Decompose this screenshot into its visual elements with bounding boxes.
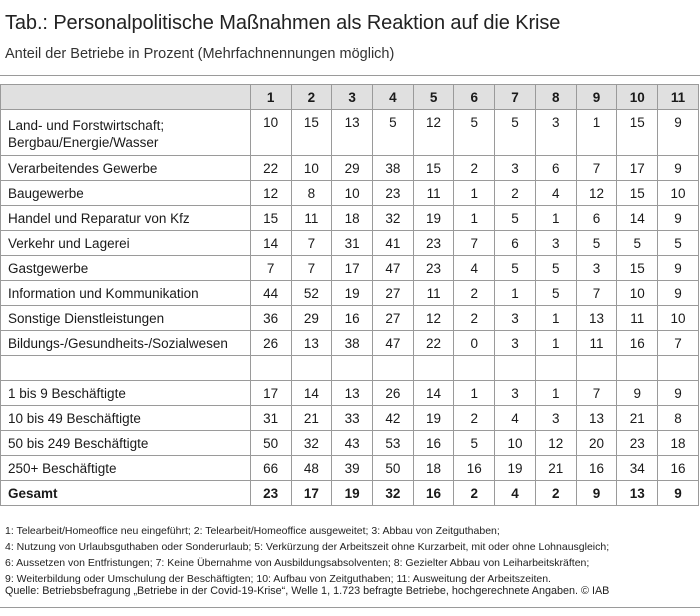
- value-cell: 10: [250, 110, 291, 156]
- value-cell: 5: [495, 110, 536, 156]
- value-cell: 66: [250, 456, 291, 481]
- table-row: [1, 306, 699, 331]
- value-cell: 21: [617, 406, 658, 431]
- value-cell: 19: [332, 481, 373, 506]
- column-header: 6: [454, 85, 495, 110]
- value-cell: 32: [372, 206, 413, 231]
- value-cell: 3: [535, 231, 576, 256]
- empty-cell: [291, 356, 332, 381]
- value-cell: 13: [332, 381, 373, 406]
- value-cell: 2: [454, 406, 495, 431]
- value-cell: 6: [576, 206, 617, 231]
- value-cell: 17: [250, 381, 291, 406]
- empty-cell: [576, 356, 617, 381]
- value-cell: 16: [332, 306, 373, 331]
- table-title: Tab.: Personalpolitische Maßnahmen als Reaktion auf die Krise: [5, 12, 561, 34]
- value-cell: 2: [454, 281, 495, 306]
- value-cell: 1: [454, 381, 495, 406]
- value-cell: 12: [576, 181, 617, 206]
- value-cell: 14: [291, 381, 332, 406]
- value-cell: 47: [372, 331, 413, 356]
- value-cell: 13: [617, 481, 658, 506]
- value-cell: 1: [535, 381, 576, 406]
- value-cell: 9: [658, 481, 699, 506]
- empty-cell: [413, 356, 454, 381]
- value-cell: 32: [291, 431, 332, 456]
- value-cell: 31: [332, 231, 373, 256]
- table-row: [1, 256, 699, 281]
- value-cell: 5: [454, 431, 495, 456]
- value-cell: 4: [495, 406, 536, 431]
- value-cell: 5: [576, 231, 617, 256]
- empty-cell: [250, 356, 291, 381]
- value-cell: 39: [332, 456, 373, 481]
- value-cell: 9: [576, 481, 617, 506]
- source-note: Quelle: Betriebsbefragung „Betriebe in der Covid-19-Krise“, Welle 1, 1.723 befragte Betriebe, hochgerechnete Angaben. © IAB: [5, 585, 610, 597]
- value-cell: 9: [617, 381, 658, 406]
- value-cell: 9: [658, 206, 699, 231]
- value-cell: 15: [617, 181, 658, 206]
- value-cell: 3: [535, 406, 576, 431]
- value-cell: 7: [454, 231, 495, 256]
- table-row: [1, 381, 699, 406]
- total-row: [1, 481, 699, 506]
- header-row: [1, 85, 699, 110]
- value-cell: 19: [413, 406, 454, 431]
- value-cell: 3: [495, 381, 536, 406]
- value-cell: 32: [372, 481, 413, 506]
- value-cell: 44: [250, 281, 291, 306]
- value-cell: 3: [576, 256, 617, 281]
- value-cell: 4: [495, 481, 536, 506]
- value-cell: 33: [332, 406, 373, 431]
- value-cell: 13: [576, 406, 617, 431]
- value-cell: 15: [291, 110, 332, 156]
- value-cell: 23: [250, 481, 291, 506]
- value-cell: 2: [535, 481, 576, 506]
- value-cell: 5: [658, 231, 699, 256]
- value-cell: 17: [291, 481, 332, 506]
- row-label: Gesamt: [1, 481, 251, 506]
- value-cell: 43: [332, 431, 373, 456]
- value-cell: 5: [535, 256, 576, 281]
- empty-cell: [1, 356, 251, 381]
- value-cell: 11: [413, 181, 454, 206]
- value-cell: 21: [535, 456, 576, 481]
- value-cell: 10: [495, 431, 536, 456]
- row-label-line: Bergbau/Energie/Wasser: [8, 134, 159, 150]
- value-cell: 9: [658, 156, 699, 181]
- value-cell: 11: [291, 206, 332, 231]
- row-label: Gastgewerbe: [1, 256, 251, 281]
- value-cell: 50: [372, 456, 413, 481]
- value-cell: 52: [291, 281, 332, 306]
- value-cell: 15: [413, 156, 454, 181]
- value-cell: 7: [576, 156, 617, 181]
- value-cell: 41: [372, 231, 413, 256]
- value-cell: 4: [535, 181, 576, 206]
- value-cell: 29: [332, 156, 373, 181]
- value-cell: 10: [617, 281, 658, 306]
- column-header: 4: [372, 85, 413, 110]
- column-header: 9: [576, 85, 617, 110]
- value-cell: 17: [332, 256, 373, 281]
- value-cell: 1: [454, 181, 495, 206]
- footnote-line: 6: Aussetzen von Entfristungen; 7: Keine Übernahme von Ausbildungsabsolventen; 8: Gezielter Abbau von Leiharbeitskräften;: [5, 557, 590, 569]
- value-cell: 15: [250, 206, 291, 231]
- top-divider: [0, 75, 700, 76]
- row-label: Baugewerbe: [1, 181, 251, 206]
- value-cell: 16: [413, 481, 454, 506]
- value-cell: 18: [413, 456, 454, 481]
- value-cell: 9: [658, 110, 699, 156]
- value-cell: 3: [495, 306, 536, 331]
- row-label: 50 bis 249 Beschäftigte: [1, 431, 251, 456]
- table-subtitle: Anteil der Betriebe in Prozent (Mehrfachnennungen möglich): [5, 46, 395, 62]
- table-row: [1, 156, 699, 181]
- value-cell: 17: [617, 156, 658, 181]
- value-cell: 5: [372, 110, 413, 156]
- table-row: [1, 456, 699, 481]
- empty-cell: [658, 356, 699, 381]
- value-cell: 5: [535, 281, 576, 306]
- value-cell: 7: [291, 256, 332, 281]
- value-cell: 10: [658, 181, 699, 206]
- value-cell: 6: [535, 156, 576, 181]
- value-cell: 11: [413, 281, 454, 306]
- value-cell: 11: [576, 331, 617, 356]
- empty-cell: [454, 356, 495, 381]
- value-cell: 2: [495, 181, 536, 206]
- value-cell: 1: [535, 306, 576, 331]
- table-row: [1, 206, 699, 231]
- row-label: Verkehr und Lagerei: [1, 231, 251, 256]
- value-cell: 47: [372, 256, 413, 281]
- empty-cell: [332, 356, 373, 381]
- value-cell: 4: [454, 256, 495, 281]
- value-cell: 22: [250, 156, 291, 181]
- value-cell: 11: [617, 306, 658, 331]
- value-cell: 14: [617, 206, 658, 231]
- empty-cell: [617, 356, 658, 381]
- value-cell: 53: [372, 431, 413, 456]
- empty-cell: [535, 356, 576, 381]
- value-cell: 26: [250, 331, 291, 356]
- value-cell: 9: [658, 256, 699, 281]
- value-cell: 16: [413, 431, 454, 456]
- value-cell: 48: [291, 456, 332, 481]
- value-cell: 14: [413, 381, 454, 406]
- value-cell: 5: [454, 110, 495, 156]
- value-cell: 5: [495, 206, 536, 231]
- empty-cell: [495, 356, 536, 381]
- table-row: [1, 110, 699, 156]
- value-cell: 1: [535, 331, 576, 356]
- header-corner-cell: [1, 85, 251, 110]
- value-cell: 13: [291, 331, 332, 356]
- value-cell: 23: [413, 256, 454, 281]
- value-cell: 42: [372, 406, 413, 431]
- value-cell: 5: [617, 231, 658, 256]
- value-cell: 15: [617, 110, 658, 156]
- value-cell: 19: [332, 281, 373, 306]
- row-label: 10 bis 49 Beschäftigte: [1, 406, 251, 431]
- row-label: 250+ Beschäftigte: [1, 456, 251, 481]
- value-cell: 38: [372, 156, 413, 181]
- column-header: 11: [658, 85, 699, 110]
- value-cell: 7: [658, 331, 699, 356]
- data-table: [0, 84, 699, 506]
- value-cell: 16: [576, 456, 617, 481]
- column-header: 7: [495, 85, 536, 110]
- value-cell: 3: [535, 110, 576, 156]
- row-label: Handel und Reparatur von Kfz: [1, 206, 251, 231]
- row-label: Bildungs-/Gesundheits-/Sozialwesen: [1, 331, 251, 356]
- value-cell: 9: [658, 281, 699, 306]
- value-cell: 23: [617, 431, 658, 456]
- value-cell: 31: [250, 406, 291, 431]
- table-body: [1, 110, 699, 506]
- row-label: 1 bis 9 Beschäftigte: [1, 381, 251, 406]
- value-cell: 10: [658, 306, 699, 331]
- value-cell: 12: [413, 306, 454, 331]
- value-cell: 8: [291, 181, 332, 206]
- value-cell: 16: [658, 456, 699, 481]
- row-label-line: Land- und Forstwirtschaft;: [8, 117, 165, 133]
- value-cell: 3: [495, 156, 536, 181]
- column-header: 8: [535, 85, 576, 110]
- value-cell: 0: [454, 331, 495, 356]
- table-row: [1, 181, 699, 206]
- value-cell: 12: [250, 181, 291, 206]
- value-cell: 7: [576, 381, 617, 406]
- value-cell: 16: [617, 331, 658, 356]
- value-cell: 10: [332, 181, 373, 206]
- value-cell: 5: [495, 256, 536, 281]
- value-cell: 1: [495, 281, 536, 306]
- value-cell: 2: [454, 306, 495, 331]
- value-cell: 2: [454, 156, 495, 181]
- bottom-divider: [0, 607, 700, 608]
- value-cell: 15: [617, 256, 658, 281]
- value-cell: 12: [413, 110, 454, 156]
- value-cell: 10: [291, 156, 332, 181]
- row-label: Information und Kommunikation: [1, 281, 251, 306]
- value-cell: 38: [332, 331, 373, 356]
- column-header: 1: [250, 85, 291, 110]
- row-label: [1, 110, 251, 156]
- value-cell: 1: [535, 206, 576, 231]
- value-cell: 23: [413, 231, 454, 256]
- footnote-line: 4: Nutzung von Urlaubsguthaben oder Sonderurlaub; 5: Verkürzung der Arbeitszeit ohne Kurzarbeit, mit oder ohne Lohnausgleich;: [5, 541, 610, 553]
- value-cell: 1: [454, 206, 495, 231]
- value-cell: 20: [576, 431, 617, 456]
- value-cell: 27: [372, 306, 413, 331]
- value-cell: 23: [372, 181, 413, 206]
- value-cell: 18: [658, 431, 699, 456]
- value-cell: 19: [495, 456, 536, 481]
- footnote-line: 1: Telearbeit/Homeoffice neu eingeführt; 2: Telearbeit/Homeoffice ausgeweitet; 3: Abbau von Zeitguthaben;: [5, 525, 500, 537]
- footnote-line: 9: Weiterbildung oder Umschulung der Beschäftigten; 10: Aufbau von Zeitguthaben; 11: Ausweitung der Arbeitszeiten.: [5, 573, 551, 585]
- separator-row: [1, 356, 699, 381]
- value-cell: 16: [454, 456, 495, 481]
- value-cell: 8: [658, 406, 699, 431]
- table-row: [1, 281, 699, 306]
- value-cell: 7: [250, 256, 291, 281]
- column-header: 10: [617, 85, 658, 110]
- value-cell: 22: [413, 331, 454, 356]
- value-cell: 13: [576, 306, 617, 331]
- row-label: Sonstige Dienstleistungen: [1, 306, 251, 331]
- value-cell: 50: [250, 431, 291, 456]
- value-cell: 26: [372, 381, 413, 406]
- empty-cell: [372, 356, 413, 381]
- value-cell: 6: [495, 231, 536, 256]
- value-cell: 34: [617, 456, 658, 481]
- value-cell: 29: [291, 306, 332, 331]
- value-cell: 19: [413, 206, 454, 231]
- value-cell: 36: [250, 306, 291, 331]
- row-label: Verarbeitendes Gewerbe: [1, 156, 251, 181]
- value-cell: 12: [535, 431, 576, 456]
- value-cell: 13: [332, 110, 373, 156]
- table-row: [1, 331, 699, 356]
- footnotes: [5, 523, 609, 587]
- value-cell: 3: [495, 331, 536, 356]
- value-cell: 9: [658, 381, 699, 406]
- value-cell: 1: [576, 110, 617, 156]
- value-cell: 2: [454, 481, 495, 506]
- table-row: [1, 406, 699, 431]
- column-header: 2: [291, 85, 332, 110]
- value-cell: 7: [291, 231, 332, 256]
- value-cell: 18: [332, 206, 373, 231]
- value-cell: 14: [250, 231, 291, 256]
- column-header: 3: [332, 85, 373, 110]
- value-cell: 21: [291, 406, 332, 431]
- value-cell: 7: [576, 281, 617, 306]
- table-row: [1, 431, 699, 456]
- value-cell: 27: [372, 281, 413, 306]
- column-header: 5: [413, 85, 454, 110]
- table-row: [1, 231, 699, 256]
